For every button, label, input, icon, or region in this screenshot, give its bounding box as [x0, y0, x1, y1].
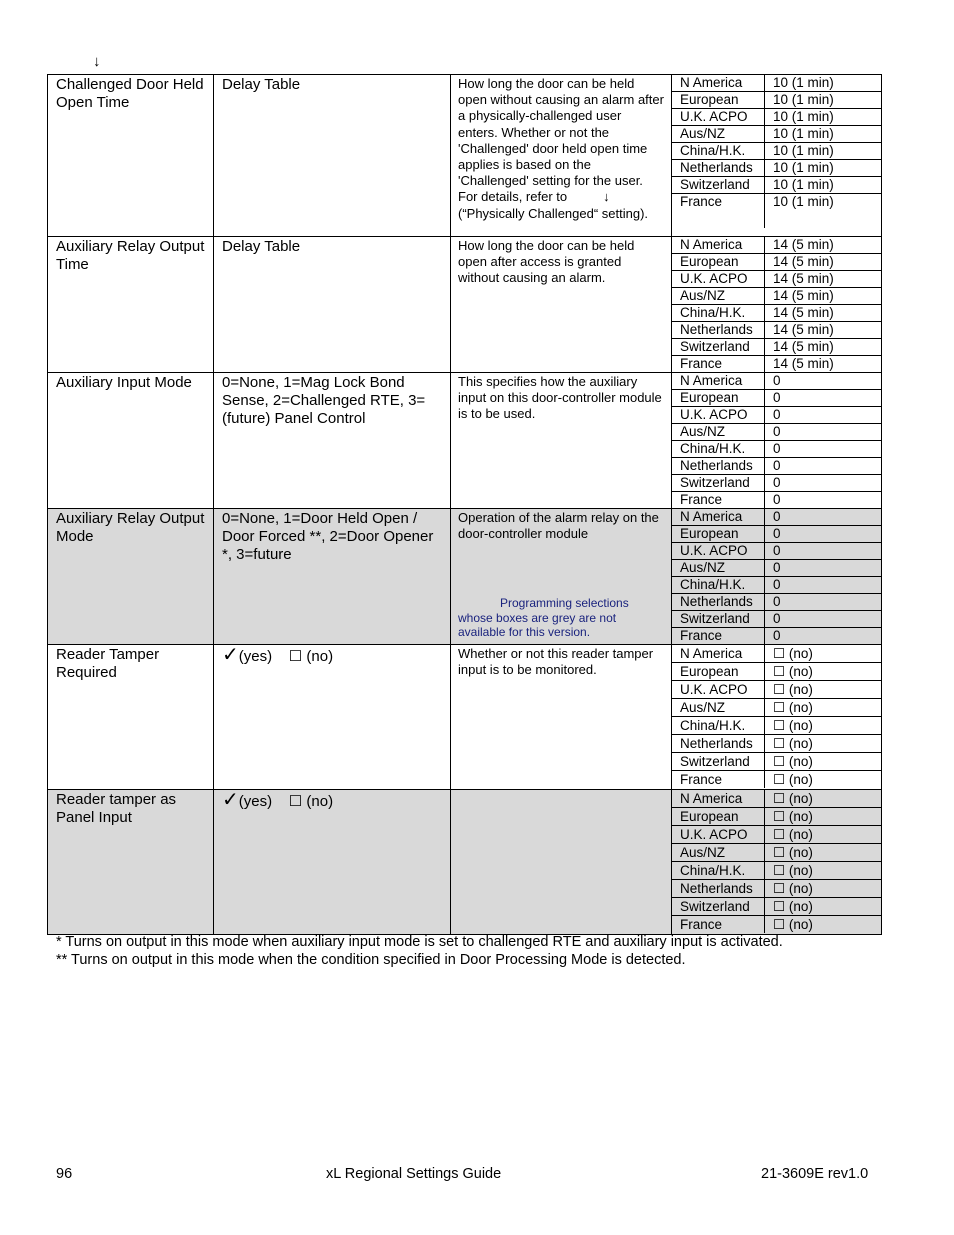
- region-name: N America: [672, 373, 765, 390]
- region-name: Switzerland: [672, 475, 765, 492]
- region-name: Aus/NZ: [672, 844, 765, 862]
- checkmark-icon: ✓: [222, 644, 239, 666]
- setting-range: Delay Table: [222, 76, 301, 93]
- region-name: Netherlands: [672, 735, 765, 753]
- region-defaults: [672, 509, 881, 644]
- region-name: Switzerland: [672, 177, 765, 194]
- region-name: U.K. ACPO: [672, 407, 765, 424]
- region-value: 14 (5 min): [765, 322, 882, 339]
- setting-name: Auxiliary Input Mode: [56, 374, 192, 391]
- region-value: ☐ (no): [773, 771, 813, 787]
- region-name: Switzerland: [672, 898, 765, 916]
- footnote: ** Turns on output in this mode when the condition specified in Door Processing Mode is detected.: [56, 952, 686, 968]
- region-value: 10 (1 min): [773, 194, 834, 209]
- setting-range: 0=None, 1=Door Held Open / Door Forced **, 2=Door Opener *, 3=future: [222, 510, 434, 563]
- region-value: 0: [765, 475, 882, 492]
- region-name: China/H.K.: [672, 717, 765, 735]
- region-value: 0: [773, 492, 781, 507]
- region-name: U.K. ACPO: [672, 543, 765, 560]
- footnotes: [56, 933, 783, 969]
- region-name: U.K. ACPO: [672, 826, 765, 844]
- table-row: [48, 645, 882, 790]
- settings-table: [47, 74, 882, 935]
- region-name: Netherlands: [672, 160, 765, 177]
- setting-range: 0=None, 1=Mag Lock Bond Sense, 2=Challenged RTE, 3= (future) Panel Control: [222, 374, 426, 427]
- region-value: ☐ (no): [765, 790, 882, 808]
- down-arrow-icon: ↓: [603, 189, 610, 205]
- setting-options: [214, 790, 450, 811]
- region-name: European: [672, 808, 765, 826]
- region-name: Netherlands: [672, 458, 765, 475]
- region-name: Aus/NZ: [672, 424, 765, 441]
- setting-description: Whether or not this reader tamper input is to be monitored.: [458, 646, 654, 678]
- region-value: 0: [765, 407, 882, 424]
- region-name: Aus/NZ: [672, 699, 765, 717]
- setting-name: Auxiliary Relay Output Mode: [56, 510, 205, 545]
- region-value: 14 (5 min): [765, 271, 882, 288]
- checkmark-icon: ✓: [222, 789, 239, 811]
- region-name: Netherlands: [672, 880, 765, 898]
- table-row: [48, 237, 882, 373]
- region-value: ☐ (no): [765, 735, 882, 753]
- region-value: ☐ (no): [765, 681, 882, 699]
- region-value: 0: [765, 373, 882, 390]
- region-value: 14 (5 min): [773, 356, 834, 371]
- region-defaults: [672, 237, 881, 372]
- region-value: 0: [765, 543, 882, 560]
- region-name: France: [672, 628, 765, 645]
- region-value: 0: [765, 526, 882, 543]
- table-row: [48, 373, 882, 509]
- region-name: U.K. ACPO: [672, 109, 765, 126]
- region-name: Aus/NZ: [672, 288, 765, 305]
- region-name: N America: [672, 790, 765, 808]
- region-name: France: [672, 916, 765, 934]
- region-name: European: [672, 254, 765, 271]
- yes-label: (yes): [238, 648, 273, 665]
- setting-name: Reader tamper as Panel Input: [56, 791, 177, 826]
- region-defaults: [672, 373, 881, 508]
- region-value: ☐ (no): [765, 844, 882, 862]
- footnote: * Turns on output in this mode when auxiliary input mode is set to challenged RTE and auxiliary input is activated.: [56, 934, 783, 950]
- setting-description: [451, 790, 671, 791]
- region-name: Netherlands: [672, 322, 765, 339]
- region-value: 14 (5 min): [765, 254, 882, 271]
- region-value: 0: [765, 424, 882, 441]
- region-name: N America: [672, 75, 765, 92]
- region-name: Netherlands: [672, 594, 765, 611]
- region-value: 10 (1 min): [765, 143, 882, 160]
- setting-description: How long the door can be held open without causing an alarm after a physically-challenged user enters. Whether or not the 'Challenged' door held open time applies is based on the 'Challenged' setting for the user. For details, refer to ↓ (“Physically Challenged“ setting).: [458, 76, 664, 221]
- region-name: N America: [672, 645, 765, 663]
- region-value: 0: [765, 441, 882, 458]
- region-value: ☐ (no): [765, 645, 882, 663]
- region-name: U.K. ACPO: [672, 681, 765, 699]
- region-value: 0: [765, 509, 882, 526]
- region-name: China/H.K.: [672, 862, 765, 880]
- region-value: ☐ (no): [765, 753, 882, 771]
- setting-options: [214, 645, 450, 666]
- region-name: France: [672, 492, 765, 509]
- region-name: European: [672, 526, 765, 543]
- region-value: ☐ (no): [765, 808, 882, 826]
- region-value: 0: [765, 560, 882, 577]
- setting-name: Auxiliary Relay Output Time: [56, 238, 205, 273]
- region-value: ☐ (no): [765, 862, 882, 880]
- region-name: European: [672, 92, 765, 109]
- setting-range: Delay Table: [222, 238, 301, 255]
- region-value: 14 (5 min): [765, 288, 882, 305]
- no-label: (no): [306, 648, 334, 665]
- region-name: China/H.K.: [672, 577, 765, 594]
- checkbox-icon: ☐: [288, 648, 303, 665]
- region-value: 0: [765, 594, 882, 611]
- region-value: 10 (1 min): [765, 109, 882, 126]
- region-value: ☐ (no): [765, 699, 882, 717]
- region-name: European: [672, 390, 765, 407]
- setting-description: Operation of the alarm relay on the door-controller module Programming selections whose boxes are grey are not available for this version.: [451, 509, 671, 640]
- region-name: Switzerland: [672, 753, 765, 771]
- table-row: [48, 75, 882, 237]
- region-name: Aus/NZ: [672, 126, 765, 143]
- region-name: France: [672, 356, 765, 373]
- down-arrow-icon: ↓: [93, 53, 101, 70]
- region-value: ☐ (no): [765, 717, 882, 735]
- region-value: 10 (1 min): [765, 177, 882, 194]
- region-name: China/H.K.: [672, 305, 765, 322]
- region-value: 10 (1 min): [765, 92, 882, 109]
- region-name: Switzerland: [672, 611, 765, 628]
- yes-label: (yes): [238, 793, 273, 810]
- region-value: 14 (5 min): [765, 305, 882, 322]
- setting-name: Challenged Door Held Open Time: [56, 76, 204, 111]
- region-value: 0: [765, 611, 882, 628]
- document-title: xL Regional Settings Guide: [326, 1166, 502, 1182]
- document-id: 21-3609E rev1.0: [761, 1166, 869, 1182]
- region-name: France: [672, 771, 765, 789]
- region-value: ☐ (no): [765, 663, 882, 681]
- checkbox-icon: ☐: [288, 793, 303, 810]
- region-value: 0: [765, 390, 882, 407]
- region-name: Switzerland: [672, 339, 765, 356]
- region-value: ☐ (no): [765, 880, 882, 898]
- table-row: [48, 790, 882, 935]
- region-name: N America: [672, 509, 765, 526]
- region-name: Aus/NZ: [672, 560, 765, 577]
- region-name: China/H.K.: [672, 143, 765, 160]
- setting-description: This specifies how the auxiliary input on this door-controller module is to be used.: [458, 374, 662, 422]
- no-label: (no): [306, 793, 334, 810]
- region-value: 14 (5 min): [765, 237, 882, 254]
- page-number: 96: [56, 1166, 73, 1182]
- region-value: ☐ (no): [765, 826, 882, 844]
- region-name: China/H.K.: [672, 441, 765, 458]
- region-value: 0: [773, 628, 781, 643]
- region-value: 10 (1 min): [765, 160, 882, 177]
- region-name: European: [672, 663, 765, 681]
- region-name: U.K. ACPO: [672, 271, 765, 288]
- grey-box-note: Programming selections whose boxes are grey are not available for this version.: [458, 596, 629, 640]
- region-value: 10 (1 min): [765, 75, 882, 92]
- region-name: France: [672, 194, 765, 229]
- region-defaults: [672, 790, 881, 933]
- region-value: 14 (5 min): [765, 339, 882, 356]
- region-value: 0: [765, 577, 882, 594]
- region-value: ☐ (no): [773, 916, 813, 932]
- table-row: [48, 509, 882, 645]
- region-defaults: [672, 645, 881, 788]
- region-value: 0: [765, 458, 882, 475]
- region-value: 10 (1 min): [765, 126, 882, 143]
- region-defaults: [672, 75, 881, 228]
- region-value: ☐ (no): [765, 898, 882, 916]
- region-name: N America: [672, 237, 765, 254]
- setting-name: Reader Tamper Required: [56, 646, 160, 681]
- setting-description: How long the door can be held open after access is granted without causing an alarm.: [458, 238, 635, 286]
